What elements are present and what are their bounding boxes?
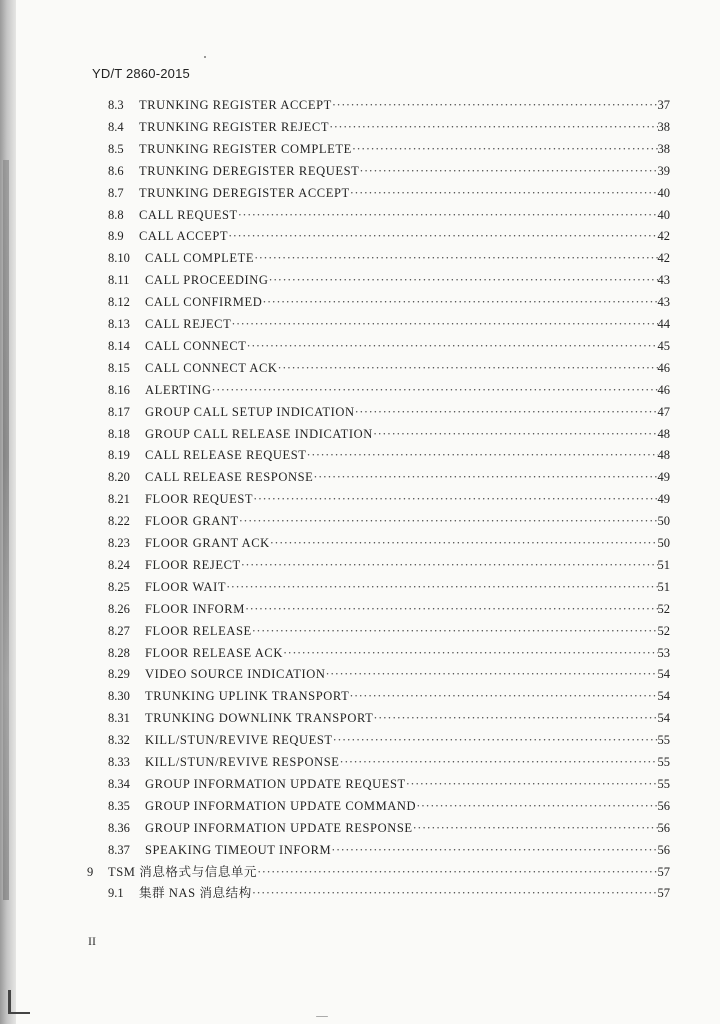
toc-entry-page: 48 xyxy=(657,448,670,463)
toc-entry-number: 8.26 xyxy=(108,601,130,616)
toc-entry[interactable] xyxy=(108,293,670,311)
toc-dot-leader xyxy=(270,534,658,552)
toc-entry-title: CALL COMPLETE xyxy=(145,251,255,266)
toc-entry-page: 55 xyxy=(657,733,670,748)
toc-entry-number: 8.34 xyxy=(108,776,130,791)
toc-entry[interactable] xyxy=(108,534,670,552)
toc-entry-page: 45 xyxy=(657,338,670,353)
toc-dot-leader xyxy=(278,359,658,377)
toc-entry-page: 38 xyxy=(657,141,670,156)
toc-entry-number: 8.33 xyxy=(108,755,130,769)
toc-entry-number: 8.16 xyxy=(108,382,130,397)
toc-entry-page: 42 xyxy=(657,251,670,266)
toc-entry-number: 8.36 xyxy=(108,820,130,835)
toc-dot-leader xyxy=(254,249,657,267)
toc-entry-number: 8.15 xyxy=(108,360,130,375)
toc-dot-leader xyxy=(331,841,657,859)
document-id-header: YD/T 2860-2015 xyxy=(92,66,190,81)
toc-entry-number: 8.32 xyxy=(108,733,130,748)
toc-entry[interactable] xyxy=(108,381,670,399)
toc-entry-title: SPEAKING TIMEOUT INFORM xyxy=(145,842,332,857)
toc-entry-page: 43 xyxy=(657,273,670,288)
toc-entry-title: CALL RELEASE RESPONSE xyxy=(145,470,314,485)
toc-entry-number: 8.18 xyxy=(108,426,130,441)
toc-entry-page: 40 xyxy=(657,185,670,200)
toc-entry-title: CALL RELEASE REQUEST xyxy=(145,448,307,463)
toc-entry-page: 46 xyxy=(657,382,670,397)
toc-dot-leader xyxy=(373,425,658,443)
toc-entry[interactable] xyxy=(108,644,670,662)
toc-entry[interactable] xyxy=(108,96,670,114)
scan-speck xyxy=(316,1016,328,1017)
toc-dot-leader xyxy=(416,797,657,815)
toc-entry[interactable] xyxy=(108,206,670,224)
toc-dot-leader xyxy=(283,644,658,662)
toc-entry-number: 8.22 xyxy=(108,514,130,529)
toc-entry-title: ALERTING xyxy=(145,382,212,397)
toc-entry-page: 50 xyxy=(657,514,670,529)
toc-entry-number: 8.14 xyxy=(108,338,130,353)
toc-dot-leader xyxy=(228,227,657,245)
toc-dot-leader xyxy=(355,403,658,421)
toc-entry-page: 57 xyxy=(657,864,670,879)
toc-dot-leader xyxy=(329,118,657,136)
toc-dot-leader xyxy=(350,184,658,202)
toc-dot-leader xyxy=(413,819,658,837)
toc-dot-leader xyxy=(313,468,657,486)
toc-entry-page: 49 xyxy=(657,470,670,485)
toc-entry[interactable] xyxy=(108,425,670,443)
toc-entry-title: FLOOR WAIT xyxy=(145,579,227,594)
toc-entry-page: 51 xyxy=(657,557,670,572)
toc-entry-page: 50 xyxy=(657,536,670,550)
toc-entry-title: GROUP CALL SETUP INDICATION xyxy=(145,404,355,419)
toc-entry-number: 8.13 xyxy=(108,317,130,331)
toc-entry-title: TRUNKING REGISTER ACCEPT xyxy=(139,98,332,112)
toc-dot-leader xyxy=(212,381,658,399)
toc-entry-title: 集群 NAS 消息结构 xyxy=(139,886,252,901)
toc-entry-page: 48 xyxy=(657,426,670,441)
toc-entry-page: 49 xyxy=(657,492,670,507)
toc-entry[interactable] xyxy=(108,753,670,771)
toc-entry-title: CALL CONNECT xyxy=(145,338,247,353)
toc-entry[interactable] xyxy=(108,665,670,683)
toc-entry-number: 8.6 xyxy=(108,163,124,178)
toc-entry-number: 8.10 xyxy=(108,251,130,266)
toc-entry-title: GROUP CALL RELEASE INDICATION xyxy=(145,426,373,441)
toc-entry-page: 56 xyxy=(657,820,670,835)
toc-entry-number: 9 xyxy=(87,864,94,879)
toc-entry[interactable] xyxy=(108,819,670,837)
toc-entry[interactable] xyxy=(108,315,670,333)
toc-entry-title: FLOOR RELEASE ACK xyxy=(145,645,283,660)
toc-entry-page: 46 xyxy=(657,360,670,375)
toc-entry-number: 8.11 xyxy=(108,273,130,288)
scan-artifact xyxy=(8,990,11,1014)
toc-entry-number: 8.20 xyxy=(108,470,130,485)
page-number-label: II xyxy=(88,934,96,948)
toc-entry-number: 8.29 xyxy=(108,667,130,682)
toc-entry[interactable] xyxy=(108,709,670,727)
toc-dot-leader xyxy=(245,600,658,618)
toc-entry-page: 55 xyxy=(657,755,670,769)
toc-entry-title: TRUNKING REGISTER COMPLETE xyxy=(139,141,352,156)
toc-entry-page: 52 xyxy=(657,623,670,638)
toc-entry-number: 8.4 xyxy=(108,119,124,134)
toc-dot-leader xyxy=(262,293,657,311)
toc-entry-page: 44 xyxy=(657,317,670,331)
toc-entry[interactable] xyxy=(108,797,670,815)
toc-dot-leader xyxy=(333,731,658,749)
toc-entry-number: 8.8 xyxy=(108,207,124,222)
toc-entry-title: VIDEO SOURCE INDICATION xyxy=(145,667,326,682)
toc-entry[interactable] xyxy=(108,359,670,377)
scan-speck xyxy=(204,56,206,58)
toc-entry-title: FLOOR REQUEST xyxy=(145,492,254,507)
toc-entry-page: 37 xyxy=(657,98,670,112)
scan-binding-shadow xyxy=(3,160,9,900)
toc-entry-page: 51 xyxy=(657,579,670,594)
toc-dot-leader xyxy=(373,709,657,727)
toc-entry-page: 54 xyxy=(657,711,670,726)
toc-entry[interactable] xyxy=(87,863,670,881)
toc-dot-leader xyxy=(252,622,658,640)
toc-entry-title: CALL CONFIRMED xyxy=(145,295,263,310)
toc-dot-leader xyxy=(349,687,657,705)
toc-entry-number: 8.23 xyxy=(108,536,130,550)
toc-entry-number: 9.1 xyxy=(108,886,124,901)
toc-entry-number: 8.30 xyxy=(108,689,130,704)
toc-entry-number: 8.17 xyxy=(108,404,130,419)
toc-entry[interactable] xyxy=(108,118,670,136)
toc-entry[interactable] xyxy=(108,446,670,464)
toc-dot-leader xyxy=(352,140,658,158)
toc-dot-leader xyxy=(268,271,657,289)
toc-entry[interactable] xyxy=(108,490,670,508)
toc-dot-leader xyxy=(226,578,657,596)
toc-entry-title: CALL CONNECT ACK xyxy=(145,360,278,375)
toc-entry[interactable] xyxy=(108,578,670,596)
toc-entry-page: 40 xyxy=(657,207,670,222)
toc-dot-leader xyxy=(257,863,657,881)
toc-entry-page: 38 xyxy=(657,119,670,134)
toc-entry[interactable] xyxy=(108,249,670,267)
toc-entry-title: CALL REJECT xyxy=(145,317,232,331)
toc-entry-title: GROUP INFORMATION UPDATE COMMAND xyxy=(145,798,417,813)
toc-dot-leader xyxy=(332,96,658,114)
toc-entry-page: 54 xyxy=(657,667,670,682)
toc-entry-number: 8.28 xyxy=(108,645,130,660)
toc-entry[interactable] xyxy=(108,512,670,530)
toc-entry[interactable] xyxy=(108,687,670,705)
toc-entry-title: KILL/STUN/REVIVE RESPONSE xyxy=(145,755,340,769)
toc-entry-page: 57 xyxy=(657,886,670,901)
toc-entry-number: 8.24 xyxy=(108,557,130,572)
toc-entry-title: FLOOR RELEASE xyxy=(145,623,252,638)
toc-entry-title: KILL/STUN/REVIVE REQUEST xyxy=(145,733,333,748)
toc-entry-title: FLOOR REJECT xyxy=(145,557,241,572)
toc-entry[interactable] xyxy=(108,775,670,793)
toc-entry-title: TRUNKING REGISTER REJECT xyxy=(139,119,330,134)
toc-entry-page: 56 xyxy=(657,798,670,813)
toc-entry-title: TRUNKING DOWNLINK TRANSPORT xyxy=(145,711,374,726)
toc-dot-leader xyxy=(252,884,658,902)
toc-entry-page: 39 xyxy=(657,163,670,178)
toc-entry-number: 8.9 xyxy=(108,229,124,244)
toc-dot-leader xyxy=(406,775,658,793)
toc-entry-title: TRUNKING DEREGISTER REQUEST xyxy=(139,163,360,178)
toc-dot-leader xyxy=(238,206,658,224)
toc-entry[interactable] xyxy=(108,884,670,902)
toc-entry-page: 54 xyxy=(657,689,670,704)
toc-entry-page: 56 xyxy=(657,842,670,857)
toc-entry-page: 43 xyxy=(657,295,670,310)
toc-dot-leader xyxy=(359,162,657,180)
toc-entry-title: FLOOR GRANT ACK xyxy=(145,536,270,550)
toc-dot-leader xyxy=(239,512,658,530)
toc-entry[interactable] xyxy=(108,841,670,859)
toc-entry-number: 8.3 xyxy=(108,98,124,112)
toc-entry-number: 8.19 xyxy=(108,448,130,463)
toc-entry-page: 52 xyxy=(657,601,670,616)
toc-entry-number: 8.5 xyxy=(108,141,124,156)
toc-entry[interactable] xyxy=(108,468,670,486)
toc-entry-number: 8.27 xyxy=(108,623,130,638)
toc-entry-page: 55 xyxy=(657,776,670,791)
toc-entry-number: 8.35 xyxy=(108,798,130,813)
toc-entry[interactable] xyxy=(108,622,670,640)
toc-entry-number: 8.21 xyxy=(108,492,130,507)
scan-artifact xyxy=(8,1012,30,1014)
toc-entry[interactable] xyxy=(108,403,670,421)
toc-entry-number: 8.7 xyxy=(108,185,124,200)
toc-entry[interactable] xyxy=(108,600,670,618)
toc-entry[interactable] xyxy=(108,227,670,245)
toc-entry-number: 8.37 xyxy=(108,842,130,857)
toc-entry-number: 8.25 xyxy=(108,579,130,594)
toc-entry-title: CALL ACCEPT xyxy=(139,229,229,244)
toc-entry-number: 8.31 xyxy=(108,711,130,726)
toc-entry[interactable] xyxy=(108,271,670,289)
toc-entry-title: GROUP INFORMATION UPDATE RESPONSE xyxy=(145,820,413,835)
toc-entry[interactable] xyxy=(108,556,670,574)
toc-entry-title: FLOOR INFORM xyxy=(145,601,245,616)
toc-dot-leader xyxy=(340,753,658,771)
toc-entry-title: TRUNKING UPLINK TRANSPORT xyxy=(145,689,350,704)
toc-dot-leader xyxy=(253,490,657,508)
toc-entry[interactable] xyxy=(108,731,670,749)
toc-entry-title: TRUNKING DEREGISTER ACCEPT xyxy=(139,185,350,200)
toc-entry[interactable] xyxy=(108,337,670,355)
toc-dot-leader xyxy=(247,337,658,355)
toc-entry-title: CALL PROCEEDING xyxy=(145,273,269,288)
toc-entry-title: CALL REQUEST xyxy=(139,207,238,222)
toc-entry-title: FLOOR GRANT xyxy=(145,514,239,529)
toc-entry[interactable] xyxy=(108,140,670,158)
toc-entry-title: GROUP INFORMATION UPDATE REQUEST xyxy=(145,776,406,791)
toc-entry[interactable] xyxy=(108,184,670,202)
toc-entry-number: 8.12 xyxy=(108,295,130,310)
toc-entry-page: 47 xyxy=(657,404,670,419)
toc-dot-leader xyxy=(231,315,657,333)
toc-dot-leader xyxy=(241,556,658,574)
toc-entry[interactable] xyxy=(108,162,670,180)
toc-entry-page: 42 xyxy=(657,229,670,244)
toc-dot-leader xyxy=(307,446,658,464)
toc-entry-title: TSM 消息格式与信息单元 xyxy=(108,864,258,879)
toc-entry-page: 53 xyxy=(657,645,670,660)
toc-dot-leader xyxy=(325,665,657,683)
